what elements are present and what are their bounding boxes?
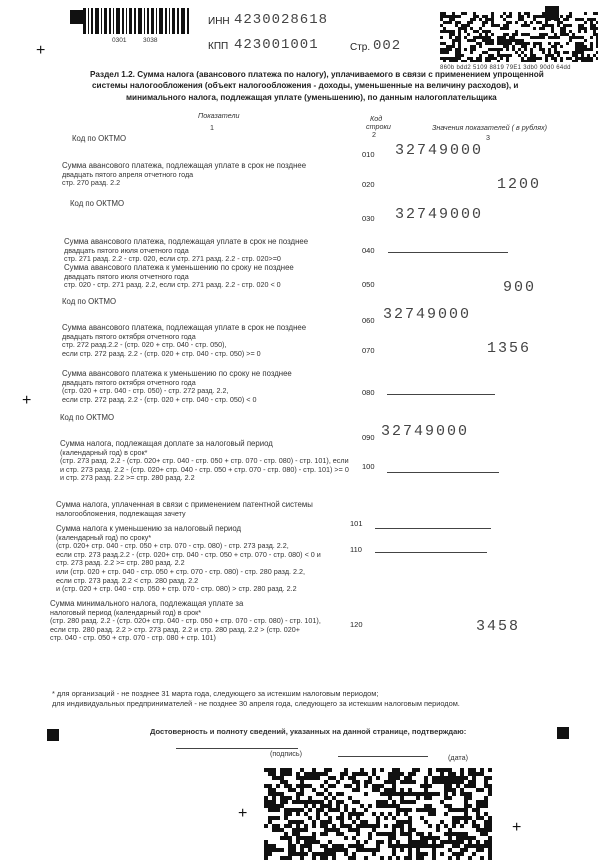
row-040-value-field[interactable] bbox=[388, 252, 508, 253]
row-020-label-line: двадцать пятого апреля отчетного года bbox=[62, 169, 194, 179]
row-080-label-line: Сумма авансового платежа к уменьшению по сроку не позднее bbox=[62, 369, 292, 378]
footnote-line-2: для индивидуальных предпринимателей - не позднее 30 апреля года, следующего за истекшим налоговым периодом. bbox=[52, 699, 460, 708]
column-indicators-header: Показатели bbox=[198, 111, 240, 120]
row-050-label-line: двадцать пятого июля отчетного года bbox=[64, 271, 189, 281]
row-code: 050 bbox=[362, 280, 375, 289]
row-050-value[interactable]: 900 bbox=[503, 279, 537, 296]
kpp-value: 423001001 bbox=[234, 37, 319, 53]
row-100-label-line: и стр. 273 разд. 2.2 >= стр. 280 разд. 2.2 bbox=[60, 473, 195, 483]
row-101-label-line: Сумма налога, уплаченная в связи с применением патентной системы bbox=[56, 500, 313, 509]
barcode-left-code-1: 0301 bbox=[112, 37, 127, 44]
row-120-value[interactable]: 3458 bbox=[476, 618, 521, 635]
row-010-label-line: Код по ОКТМО bbox=[72, 134, 127, 143]
row-code: 020 bbox=[362, 180, 375, 189]
row-code: 100 bbox=[362, 462, 375, 471]
row-070-label-line: двадцать пятого октября отчетного года bbox=[62, 331, 196, 341]
row-040-label-line: стр. 271 разд. 2.2 - стр. 020, если стр. 271 разд. 2.2 - стр. 020>=0 bbox=[64, 254, 281, 264]
registration-cross-icon: + bbox=[36, 42, 46, 59]
row-110-label-line: если стр. 273 разд.2.2 - (стр. 020+ стр. 040 - стр. 050 + стр. 070 - стр. 080) < 0 и bbox=[56, 549, 321, 559]
row-code: 040 bbox=[362, 246, 375, 255]
row-110-label-line: (календарный год) по сроку* bbox=[56, 532, 152, 542]
row-020-label-line: стр. 270 разд. 2.2 bbox=[62, 178, 121, 188]
corner-marker-top-left bbox=[70, 10, 84, 24]
row-040-label-line: Сумма авансового платежа, подлежащая уплате в срок не позднее bbox=[64, 237, 309, 246]
barcode-left bbox=[83, 8, 193, 34]
row-080-label-line: двадцать пятого октября отчетного года bbox=[62, 377, 196, 387]
kpp-label: КПП bbox=[208, 41, 229, 52]
row-060-label-line: Код по ОКТМО bbox=[62, 297, 117, 306]
row-110-label-line: стр. 273 разд. 2.2 >= стр. 280 разд. 2.2 bbox=[56, 558, 185, 568]
row-100-label-line: (стр. 273 разд. 2.2 - (стр. 020+ стр. 040 - стр. 050 + стр. 070 - стр. 080) - стр. 101), если bbox=[60, 456, 349, 466]
row-090-label-line: Код по ОКТМО bbox=[60, 413, 115, 422]
column-code-number: 2 bbox=[372, 130, 376, 139]
row-120-label-line: Сумма минимального налога, подлежащая уплате за bbox=[50, 599, 244, 608]
row-100-label-line: и стр. 273 разд. 2.2 - (стр. 020+ стр. 040 - стр. 050 + стр. 070 - стр. 080) - стр. 101) >= 0 bbox=[60, 464, 349, 474]
barcode-right-hash: 860b bdd2 5109 8819 79E1 3db0 90d0 64dd bbox=[440, 65, 571, 71]
row-code: 090 bbox=[362, 433, 375, 442]
registration-cross-icon: + bbox=[512, 819, 522, 836]
row-code: 010 bbox=[362, 150, 375, 159]
row-090-value[interactable]: 32749000 bbox=[381, 423, 470, 440]
row-code: 110 bbox=[350, 545, 362, 554]
confirmation-text: Достоверность и полноту сведений, указанных на данной странице, подтверждаю: bbox=[150, 727, 467, 736]
row-040-label-line: двадцать пятого июля отчетного года bbox=[64, 245, 189, 255]
row-010-value[interactable]: 32749000 bbox=[395, 142, 484, 159]
registration-cross-icon: + bbox=[238, 805, 248, 822]
row-120-label-line: налоговый период (календарный год) в срок* bbox=[50, 607, 202, 617]
row-110-label-line: (стр. 020+ стр. 040 - стр. 050 + стр. 070 - стр. 080) - стр. 273 разд. 2.2, bbox=[56, 541, 289, 551]
row-101-label-line: налогообложения, подлежащая зачету bbox=[56, 508, 186, 518]
row-080-label-line: если стр. 272 разд. 2.2 - (стр. 020 + стр. 040 - стр. 050) < 0 bbox=[62, 394, 257, 404]
column-indicators-number: 1 bbox=[210, 123, 214, 132]
row-020-value[interactable]: 1200 bbox=[497, 176, 542, 193]
row-080-label-line: (стр. 020 + стр. 040 - стр. 050) - стр. 272 разд. 2.2, bbox=[62, 386, 229, 396]
section-title-line-1: Раздел 1.2. Сумма налога (авансового платежа по налогу), уплачиваемого в связи с применением упрощенной bbox=[90, 70, 544, 79]
row-120-label-line: (стр. 280 разд. 2.2 - (стр. 020+ стр. 040 - стр. 050 + стр. 070 - стр. 080) - стр. 101), bbox=[50, 616, 321, 626]
row-030-value[interactable]: 32749000 bbox=[395, 206, 484, 223]
row-060-value[interactable]: 32749000 bbox=[383, 306, 472, 323]
row-070-label-line: если стр. 272 разд. 2.2 - (стр. 020 + стр. 040 - стр. 050) >= 0 bbox=[62, 348, 261, 358]
section-title-line-2: системы налогообложения (объект налогообложения - доходы, уменьшенные на величину расходов), и bbox=[92, 81, 519, 90]
date-label: (дата) bbox=[448, 753, 469, 762]
registration-cross-icon: + bbox=[22, 392, 32, 409]
inn-value: 4230028618 bbox=[234, 12, 329, 28]
row-110-label-line: и (стр. 020 + стр. 040 - стр. 050 + стр. 070 - стр. 080) > стр. 280 разд. 2.2 bbox=[56, 584, 297, 594]
signature-label: (подпись) bbox=[270, 749, 302, 758]
row-050-label-line: Сумма авансового платежа к уменьшению по сроку не позднее bbox=[64, 263, 294, 272]
row-code: 101 bbox=[350, 519, 363, 528]
row-code: 030 bbox=[362, 214, 375, 223]
row-120-label-line: если стр. 280 разд. 2.2 > стр. 273 разд. 2.2 и стр. 280 разд. 2.2 > (стр. 020+ bbox=[50, 624, 300, 634]
row-070-value[interactable]: 1356 bbox=[487, 340, 532, 357]
row-code: 070 bbox=[362, 346, 375, 355]
page-label: Стр. bbox=[350, 42, 371, 53]
row-030-label-line: Код по ОКТМО bbox=[70, 199, 125, 208]
row-110-label-line: Сумма налога к уменьшению за налоговый период bbox=[56, 524, 242, 533]
column-values-header: Значения показателей ( в рублях) bbox=[432, 123, 548, 132]
corner-marker-bottom-left bbox=[47, 729, 59, 741]
row-100-label-line: Сумма налога, подлежащая доплате за налоговый период bbox=[60, 439, 273, 448]
row-020-label-line: Сумма авансового платежа, подлежащая уплате в срок не позднее bbox=[62, 161, 307, 170]
column-code-header-2: строки bbox=[366, 122, 391, 131]
row-code: 120 bbox=[350, 620, 363, 629]
inn-label: ИНН bbox=[208, 16, 230, 27]
row-070-label-line: Сумма авансового платежа, подлежащая уплате в срок не позднее bbox=[62, 323, 307, 332]
row-080-value-field[interactable] bbox=[387, 394, 495, 395]
row-100-label-line: (календарный год) в срок* bbox=[60, 447, 148, 457]
row-120-label-line: стр. 040 - стр. 050 + стр. 070 - стр. 080 + стр. 101) bbox=[50, 633, 216, 643]
row-code: 060 bbox=[362, 316, 375, 325]
row-code: 080 bbox=[362, 388, 375, 397]
barcode-left-code-2: 3038 bbox=[143, 37, 158, 44]
row-110-label-line: если стр. 273 разд. 2.2 < стр. 280 разд. 2.2 bbox=[56, 575, 199, 585]
corner-marker-bottom-right bbox=[557, 727, 569, 739]
row-070-label-line: стр. 272 разд.2.2 - (стр. 020 + стр. 040 - стр. 050), bbox=[62, 340, 227, 350]
barcode-bottom bbox=[264, 768, 492, 860]
row-101-value-field[interactable] bbox=[375, 528, 491, 529]
barcode-right bbox=[440, 12, 598, 62]
section-title-line-3: минимального налога, подлежащая уплате (уменьшению), по данным налогоплательщика bbox=[126, 93, 497, 102]
column-values-number: 3 bbox=[486, 133, 490, 142]
row-050-label-line: стр. 020 - стр. 271 разд. 2.2, если стр. 271 разд. 2.2 - стр. 020 < 0 bbox=[64, 280, 281, 290]
row-100-value-field[interactable] bbox=[387, 472, 499, 473]
page-value: 002 bbox=[373, 38, 402, 54]
row-110-value-field[interactable] bbox=[375, 552, 487, 553]
column-code-header-1: Код bbox=[370, 114, 383, 123]
footnote-line-1: * для организаций - не позднее 31 марта года, следующего за истекшим налоговым периодом; bbox=[52, 689, 379, 698]
row-110-label-line: или (стр. 020 + стр. 040 - стр. 050 + стр. 070 - стр. 080) - стр. 280 разд. 2.2, bbox=[56, 567, 305, 576]
date-line[interactable] bbox=[338, 756, 428, 757]
